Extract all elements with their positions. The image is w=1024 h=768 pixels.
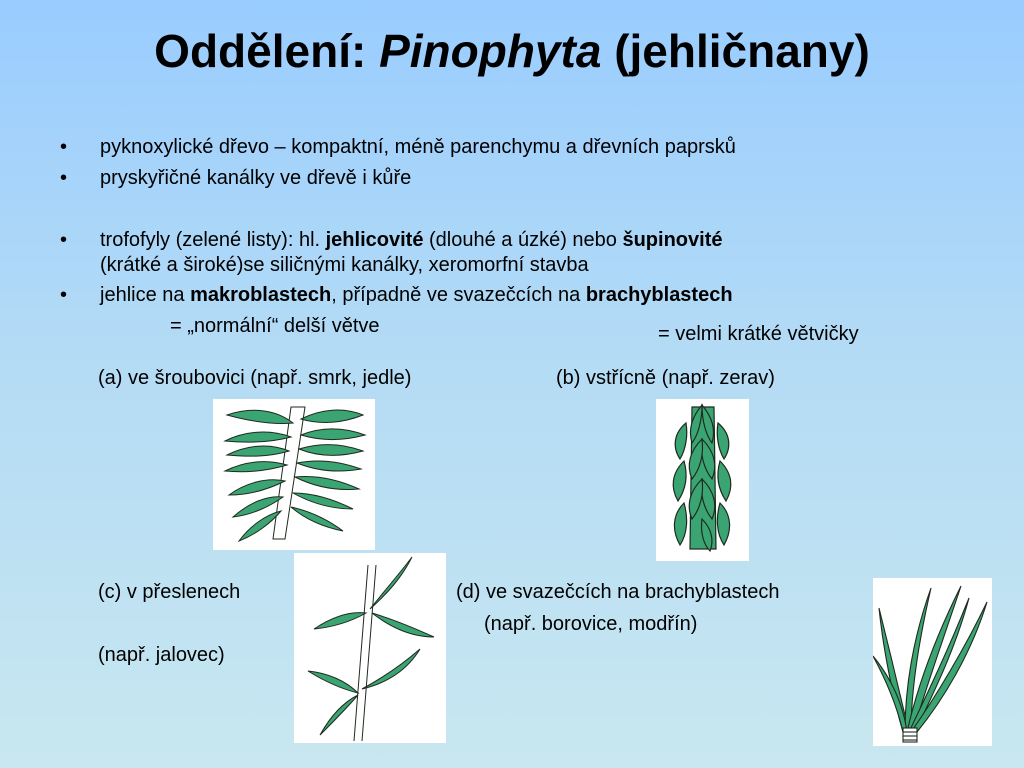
bullet-dot: • (60, 229, 68, 251)
title-taxon: Pinophyta (379, 25, 602, 77)
bullet-dot: • (60, 167, 68, 189)
scale-leaves-drawing (656, 399, 749, 561)
whorled-needles-drawing (294, 553, 446, 743)
bullet-resin-text: pryskyřičné kanálky ve dřevě i kůře (100, 167, 412, 189)
term-brachyblasty: brachyblastech (585, 284, 733, 306)
scale-leaves-illustration (656, 399, 749, 561)
trophophylls-pre: trofofyly (zelené listy): hl. (100, 229, 326, 251)
whorled-needles-illustration (294, 553, 446, 743)
bullet-wood-text: pyknoxylické dřevo – kompaktní, méně parenchymu a dřevních paprsků (100, 136, 736, 158)
bullet-dot: • (60, 136, 68, 158)
needles-pre: jehlice na (100, 284, 191, 306)
caption-d-example: (např. borovice, modřín) (484, 613, 698, 635)
caption-c: (c) v přeslenech (98, 581, 241, 603)
spiral-needles-illustration (213, 399, 375, 550)
needle-fascicle-illustration (873, 578, 992, 746)
title-suffix: (jehličnany) (601, 25, 870, 77)
bullet-trophophylls-line2: (krátké a široké)se siličnými kanálky, xeromorfní stavba (100, 254, 589, 276)
term-makroblasty: makroblastech (190, 284, 332, 306)
term-supinovite: šupinovité (622, 229, 723, 251)
needle-fascicle-drawing (873, 578, 992, 746)
caption-d: (d) ve svazečcích na brachyblastech (456, 581, 780, 603)
note-brachyblast: = velmi krátké větvičky (658, 323, 859, 345)
spiral-needles-drawing (213, 399, 375, 550)
note-makroblast: = „normální“ delší větve (170, 315, 380, 337)
bullet-needles-text (100, 283, 733, 308)
bullet-dot: • (60, 284, 68, 306)
caption-a: (a) ve šroubovici (např. smrk, jedle) (98, 367, 412, 389)
caption-b: (b) vstřícně (např. zerav) (556, 367, 775, 389)
needles-mid: , případně ve svazečcích na (331, 284, 586, 306)
caption-c-example: (např. jalovec) (98, 644, 225, 666)
bullet-trophophylls-line1 (100, 228, 722, 253)
trophophylls-mid: (dlouhé a úzké) nebo (423, 229, 623, 251)
slide-title (0, 24, 1024, 78)
term-jehlicovite: jehlicovité (325, 229, 424, 251)
title-prefix: Oddělení: (154, 25, 380, 77)
